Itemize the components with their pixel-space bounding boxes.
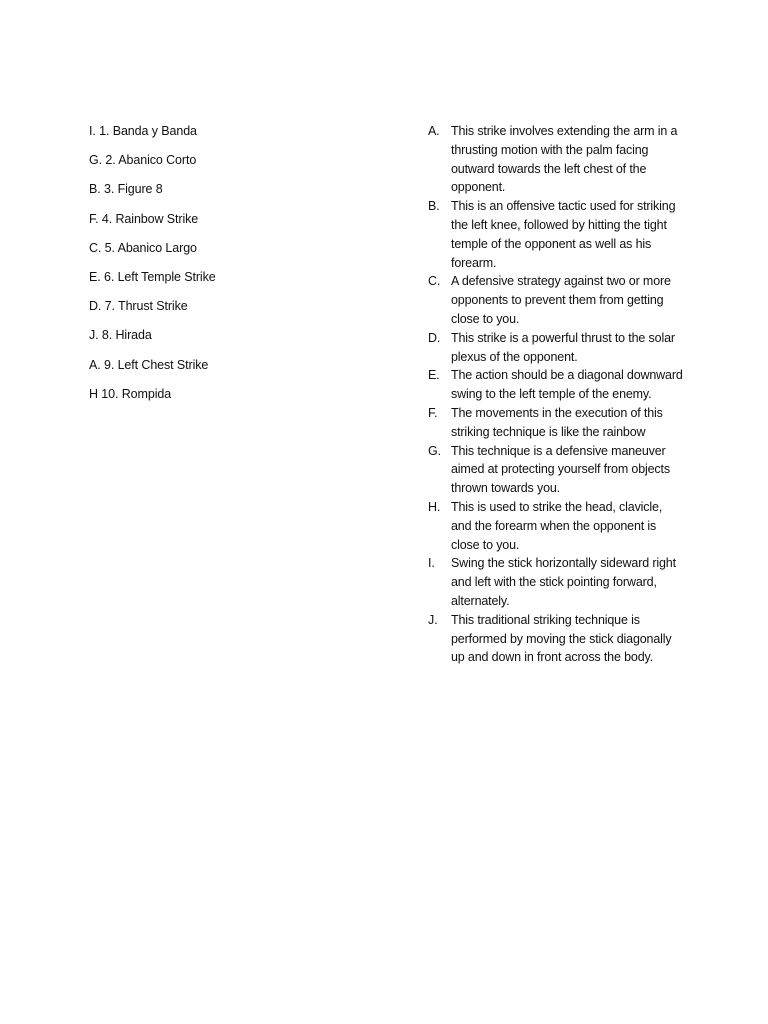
definition-text: The movements in the execution of this striking technique is like the rainbow (451, 405, 663, 439)
definition-text: Swing the stick horizontally sideward right and left with the stick pointing forward, alternately. (451, 556, 676, 608)
answer-item: H 10. Rompida (89, 386, 172, 401)
definition-letter: G. (428, 443, 441, 458)
definition-item (428, 611, 684, 667)
definition-text: This technique is a defensive maneuver aimed at protecting yourself from objects thrown towards you. (451, 443, 670, 496)
definition-letter: C. (428, 274, 441, 289)
definition-item (428, 272, 684, 328)
definition-item (428, 498, 684, 554)
answer-item: I. 1. Banda y Banda (89, 124, 197, 138)
answer-item: B. 3. Figure 8 (89, 182, 163, 197)
answer-item: C. 5. Abanico Largo (89, 240, 197, 255)
definition-letter: F. (428, 405, 438, 420)
definition-item (428, 554, 684, 610)
definition-item (428, 329, 684, 367)
definition-text: This strike is a powerful thrust to the solar plexus of the opponent. (451, 330, 675, 364)
definition-letter: A. (428, 124, 440, 138)
definition-letter: D. (428, 330, 441, 345)
definition-text: The action should be a diagonal downward swing to the left temple of the enemy. (451, 368, 683, 402)
definition-list (428, 122, 684, 667)
definition-letter: I. (428, 556, 435, 571)
definition-item (428, 197, 684, 272)
answer-item: J. 8. Hirada (89, 328, 152, 343)
answer-item: E. 6. Left Temple Strike (89, 269, 216, 284)
definition-letter: H. (428, 499, 441, 514)
answer-item: F. 4. Rainbow Strike (89, 211, 199, 226)
definition-text: This is an offensive tactic used for striking the left knee, followed by hitting the tight temple of the opponent as well as his forearm. (451, 199, 676, 270)
definition-letter: E. (428, 368, 440, 383)
definition-item (428, 366, 684, 404)
definition-item (428, 122, 684, 197)
answer-item: G. 2. Abanico Corto (89, 153, 197, 168)
definition-text: This is used to strike the head, clavicle, and the forearm when the opponent is close to you. (451, 499, 663, 552)
definition-text: This strike involves extending the arm in a thrusting motion with the palm facing outward towards the left chest of the opponent. (451, 124, 678, 195)
definition-letter: J. (428, 612, 438, 627)
definition-item (428, 442, 684, 498)
definition-text: A defensive strategy against two or more opponents to prevent them from getting close to you. (451, 274, 671, 326)
definition-letter: B. (428, 199, 440, 214)
answer-list (89, 122, 319, 414)
answer-item: D. 7. Thrust Strike (89, 299, 188, 314)
definition-text: This traditional striking technique is performed by moving the stick diagonally up and down in front across the body. (451, 612, 672, 665)
definition-item (428, 404, 684, 442)
answer-item: A. 9. Left Chest Strike (89, 357, 209, 372)
